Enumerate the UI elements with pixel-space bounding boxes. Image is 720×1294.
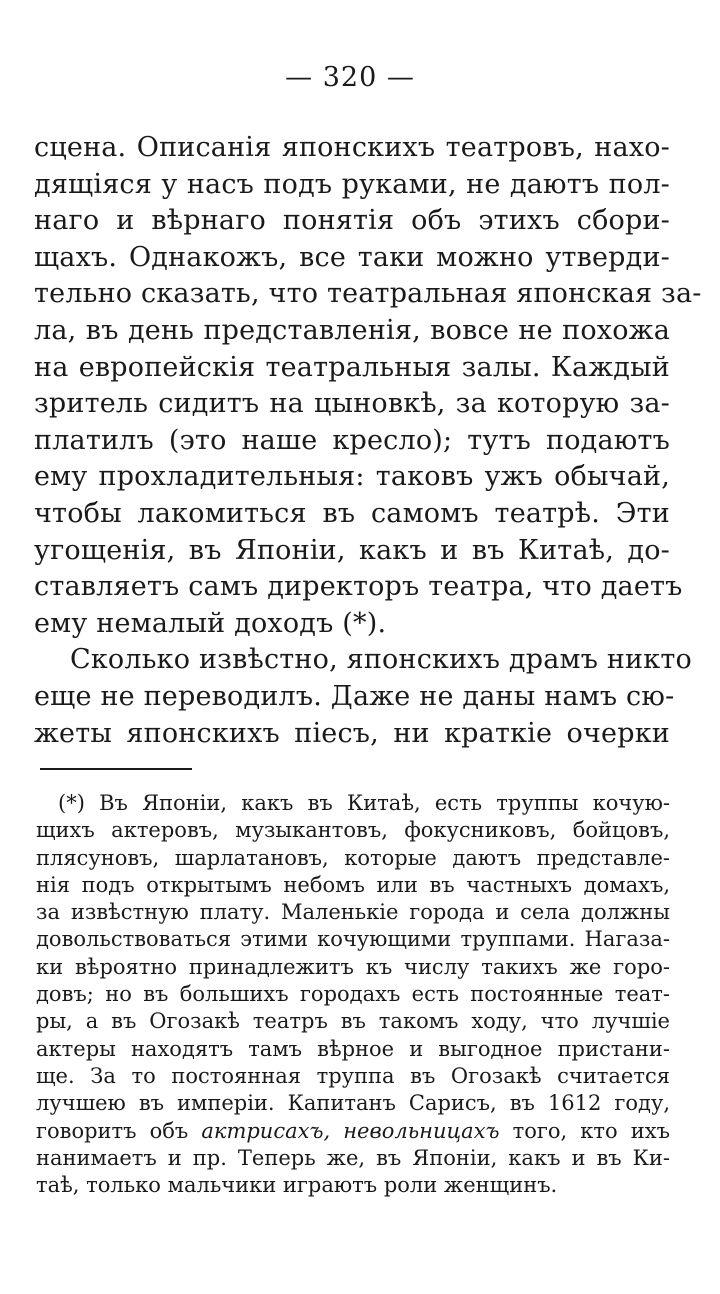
footnote-line: довольствоваться этими кочующими труппами. Нагаза-: [36, 927, 670, 952]
footnote-divider: [40, 768, 192, 770]
text-line: чтобы лакомиться въ самомъ театрѣ. Эти: [34, 497, 670, 529]
footnote-line: за извѣстную плату. Маленькіе города и села должны: [36, 900, 670, 925]
text-line: ему прохладительныя: таковъ ужъ обычай,: [34, 461, 670, 493]
text-line: жеты японскихъ піесъ, ни краткіе очерки: [34, 717, 670, 749]
footnote-line: (*) Въ Японіи, какъ въ Китаѣ, есть труппы кочую-: [58, 791, 670, 815]
text-line: щахъ. Однакожъ, все таки можно утверди-: [34, 241, 670, 273]
footnote-line: таѣ, только мальчики играютъ роли женщинъ.: [36, 1173, 558, 1198]
footnote-line: ры, а въ Огозакѣ театръ въ такомъ ходу, что лучшіе: [36, 1009, 670, 1034]
footnote-italic-text: актрисахъ, невольницахъ: [201, 1118, 500, 1143]
text-line: еще не переводилъ. Даже не даны намъ сю-: [34, 680, 675, 712]
footnote-text: говоритъ объ: [36, 1118, 202, 1143]
main-text: [34, 130, 702, 752]
paragraph-start-line: Сколько извѣстно, японскихъ драмъ никто: [70, 644, 692, 676]
text-line: зритель сидитъ на цыновкѣ, за которую за-: [34, 388, 670, 420]
footnote-line: плясуновъ, шарлатановъ, которые даютъ представле-: [36, 845, 670, 870]
footnote-line: ки вѣроятно принадлежитъ къ числу такихъ же горо-: [36, 954, 670, 979]
footnote-line-with-italics: [36, 1118, 670, 1145]
footnote-line: щихъ актеровъ, музыкантовъ, фокусниковъ, бойцовъ,: [36, 818, 670, 843]
text-line: дящіяся у насъ подъ руками, не даютъ пол-: [34, 168, 670, 200]
text-line: платилъ (это наше кресло); тутъ подаютъ: [34, 424, 670, 456]
text-line: сцена. Описанія японскихъ театровъ, нахо-: [34, 132, 670, 163]
page-number: — 320 —: [285, 62, 415, 93]
footnote-line: довъ; но въ большихъ городахъ есть постоянные теат-: [36, 982, 670, 1007]
text-line: ставляетъ самъ директоръ театра, что даетъ: [34, 571, 683, 603]
footnote-line: нанимаетъ и пр. Теперь же, въ Японіи, какъ и въ Ки-: [36, 1145, 670, 1170]
footnote-line: нія подъ открытымъ небомъ или въ частныхъ домахъ,: [36, 872, 670, 897]
footnote-line: актеры находятъ тамъ вѣрное и выгодное пристани-: [36, 1036, 670, 1061]
text-line: тельно сказать, что театральная японская за-: [34, 278, 702, 310]
footnote: [36, 790, 670, 1199]
text-line: на европейскія театральныя залы. Каждый: [34, 351, 670, 383]
footnote-line: лучшею въ имперіи. Капитанъ Сарисъ, въ 1612 году,: [36, 1091, 670, 1116]
text-line: ему немалый доходъ (*).: [34, 607, 387, 639]
text-line: угощенія, въ Японіи, какъ и въ Китаѣ, до-: [34, 534, 670, 566]
footnote-text: того, кто ихъ: [499, 1118, 670, 1143]
footnote-line: ще. За то постоянная труппа въ Огозакѣ считается: [36, 1063, 670, 1088]
text-line: ла, въ день представленія, вовсе не похожа: [34, 314, 670, 346]
text-line: наго и вѣрнаго понятія объ этихъ сбори-: [34, 205, 670, 237]
